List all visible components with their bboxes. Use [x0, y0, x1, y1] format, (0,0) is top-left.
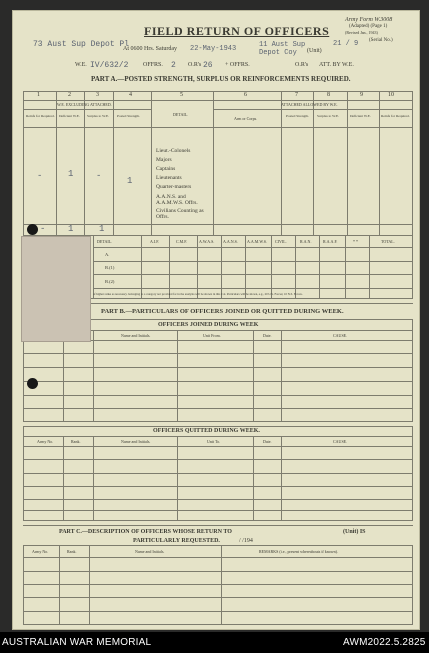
revised-label: (Revised Jan., 1943) — [345, 30, 378, 35]
ors-label: O.R's — [188, 62, 202, 68]
quitted-title: OFFICERS QUITTED DURING WEEK. — [153, 428, 260, 434]
we-excl-header: W.E. EXCLUDING ATTACHED. — [57, 102, 112, 107]
part-c-col-army-no: Army No. — [32, 549, 49, 554]
typed-val-2: 1 — [68, 169, 74, 179]
rank-captains: Captains — [156, 166, 176, 172]
paper-slip — [21, 236, 91, 342]
col-num-3: 3 — [96, 92, 99, 98]
col-num-10: 10 — [388, 92, 394, 98]
attached-header: ATTACHED ALLOWED BY W.E. — [281, 102, 338, 107]
serial-label: (Serial No.) — [369, 38, 393, 43]
detail-header: DETAIL. — [97, 239, 113, 244]
offrs-typed: 2 — [171, 61, 176, 70]
sub-header-9: Deficient W.E. — [350, 114, 371, 118]
att-label: ATT. BY W.E. — [319, 62, 354, 68]
rank-majors: Majors — [156, 157, 172, 163]
part-c-col-name: Name and Initials. — [135, 549, 165, 554]
typed-val-3: - — [96, 171, 102, 181]
joined-title: OFFICERS JOINED DURING WEEK — [158, 322, 259, 328]
we-label: W.E. — [75, 62, 87, 68]
serial-typed: 21 / 9 — [333, 40, 359, 48]
sub-header-6: Arm or Corps. — [234, 116, 258, 121]
rank-civilians: Civilians Counting as Offrs. — [156, 208, 204, 220]
sub-header-5: DETAIL. — [173, 112, 189, 117]
adapted-label: (Adapted) (Page 1) — [349, 24, 388, 29]
joined-col-name: Name and Initials. — [121, 333, 151, 338]
typed-val-4: 1 — [127, 176, 133, 186]
sub-header-4: Posted Strength. — [117, 114, 140, 118]
unit-label: (Unit) — [307, 48, 322, 54]
detail-row-b1: B.(1) — [105, 265, 115, 270]
part-c-unit-label: (Unit) IS — [343, 529, 366, 535]
detail-header-civil: CIVIL. — [275, 239, 287, 244]
detail-header-awas: A.W.A.S. — [199, 239, 215, 244]
time-line: At 0600 Hrs. Saturday — [123, 46, 177, 52]
sub-header-2: Deficient W.E. — [59, 114, 80, 118]
detail-header-aif: A.I.F. — [150, 239, 160, 244]
form-title: FIELD RETURN OF OFFICERS — [144, 24, 330, 38]
typed-val-7: 1 — [99, 224, 105, 234]
quitted-col-unit: Unit To. — [207, 439, 221, 444]
joined-col-unit: Unit From. — [203, 333, 221, 338]
sub-header-8: Surplus to W.E. — [317, 114, 339, 118]
rank-lieut-colonels: Lieut.-Colonels — [156, 148, 191, 154]
footer-accession-number: AWM2022.5.2825 — [343, 637, 426, 648]
we-typed: IV/632/2 — [90, 61, 129, 70]
sub-header-1: Reinfs for Required. — [26, 114, 55, 118]
detail-header-aamws: A.A.M.W.S. — [247, 239, 267, 244]
col-num-8: 8 — [327, 92, 330, 98]
detail-header-ran: R.A.N. — [300, 239, 312, 244]
ors2-label: O.R's — [295, 62, 309, 68]
detail-header-raaf: R.A.A.F. — [323, 239, 338, 244]
quitted-col-army-no: Army No. — [37, 439, 54, 444]
unit3-typed: Depot Coy — [259, 49, 297, 57]
part-b-title: PART B.—PARTICULARS OF OFFICERS JOINED OR QUITTED DURING WEEK. — [101, 308, 344, 315]
quitted-col-cause: CAUSE. — [333, 439, 348, 444]
detail-header-total: TOTAL. — [381, 239, 395, 244]
footer-bar — [0, 632, 429, 653]
rank-aans: A.A.N.S. and A.A.M.W.S. Offrs. — [156, 194, 198, 206]
part-a-title: PART A.—POSTED STRENGTH, SURPLUS OR REINFORCEMENTS REQUIRED. — [91, 75, 351, 83]
col-num-7: 7 — [295, 92, 298, 98]
quitted-col-rank: Rank. — [71, 439, 81, 444]
army-form-number: Army Form W.3008 — [345, 17, 393, 23]
part-c-col-remarks: REMARKS (i.e., present whereabouts if known). — [259, 549, 338, 554]
col-num-4: 4 — [129, 92, 132, 98]
sub-header-10: Reinfs for Required. — [381, 114, 410, 118]
unit-typed: 73 Aust Sup Depot Pl — [33, 40, 130, 49]
ors-typed: 26 — [203, 61, 213, 70]
joined-col-cause: CAUSE. — [333, 333, 348, 338]
sub-header-3: Surplus to W.E. — [87, 114, 109, 118]
quitted-col-date: Date. — [263, 439, 272, 444]
typed-val-1: - — [37, 171, 43, 181]
part-c-col-rank: Rank. — [67, 549, 77, 554]
col-num-9: 9 — [360, 92, 363, 98]
sub-header-7: Posted Strength. — [286, 114, 309, 118]
detail-header-aans: A.A.N.S. — [223, 239, 238, 244]
offrs2-label: + OFFRS. — [225, 62, 250, 68]
part-a-note: of higher ranks as necessary. belonging to a category not provided for in the analysis will be shown in this Col. Particulars will be shown, e.g., 20 U.S. Forces; 10 N.S. Forces. — [93, 292, 303, 296]
col-num-1: 1 — [37, 92, 40, 98]
detail-row-b2: B.(2) — [105, 279, 115, 284]
part-c-requested: PARTICULARLY REQUESTED. — [133, 538, 220, 544]
detail-header-cmf: C.M.F. — [176, 239, 188, 244]
footer-institution: AUSTRALIAN WAR MEMORIAL — [2, 637, 152, 648]
rank-quartermasters: Quarter-masters — [156, 184, 192, 190]
detail-header-other: * * — [353, 239, 358, 244]
typed-val-5: - — [40, 224, 46, 234]
part-c-date-line: / /194 — [239, 538, 253, 544]
punch-hole-bottom — [27, 378, 38, 389]
punch-hole-top — [27, 224, 38, 235]
offrs-label: OFFRS. — [143, 62, 163, 68]
typed-val-6: 1 — [68, 224, 74, 234]
col-num-6: 6 — [244, 92, 247, 98]
unit2-typed: 11 Aust Sup — [259, 41, 306, 49]
joined-col-date: Date. — [263, 333, 272, 338]
col-num-2: 2 — [68, 92, 71, 98]
detail-row-a: A. — [105, 252, 110, 257]
rank-lieutenants: Lieutenants — [156, 175, 182, 181]
quitted-col-name: Name and Initials. — [121, 439, 151, 444]
part-c-title: PART C.—DESCRIPTION OF OFFICERS WHOSE RETURN TO — [59, 529, 232, 535]
date-typed: 22-May-1943 — [190, 45, 237, 53]
col-num-5: 5 — [180, 92, 183, 98]
